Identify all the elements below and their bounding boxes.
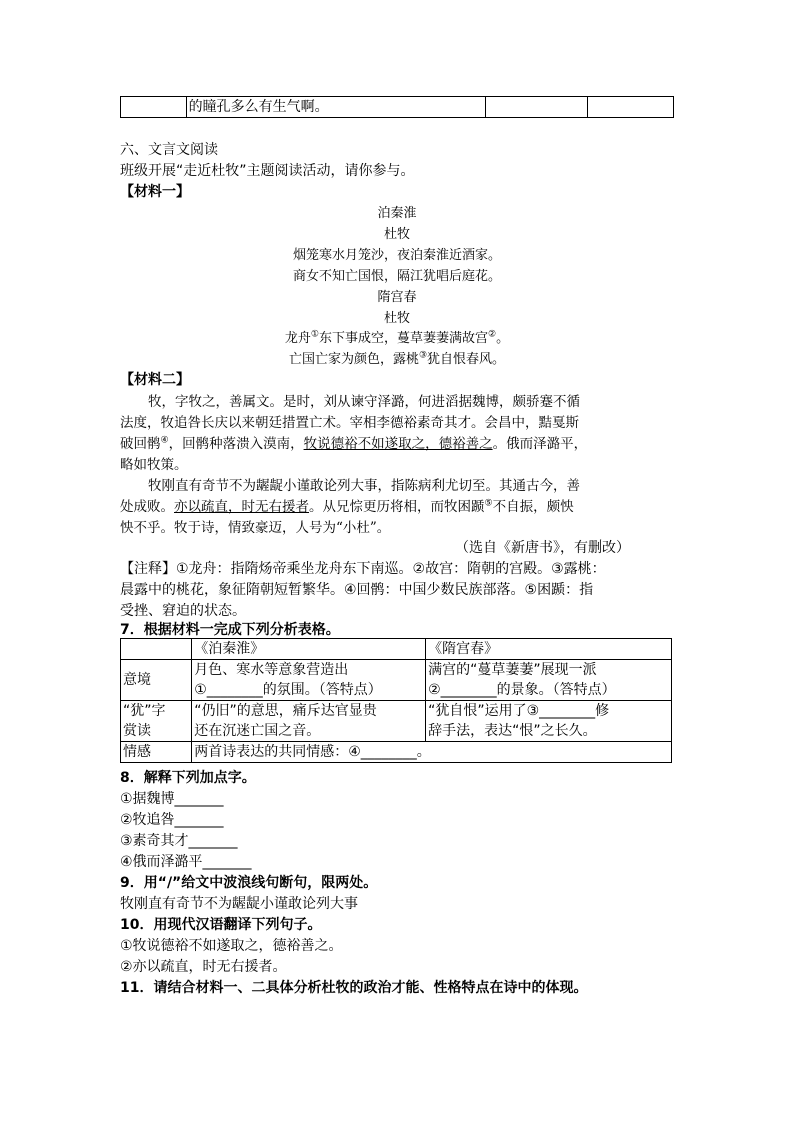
top-table-cell-text: 的瞳孔多么有生气啊。 bbox=[186, 97, 486, 118]
poem1-line1: 烟笼寒水月笼沙，夜泊秦淮近酒家。 bbox=[292, 248, 501, 263]
table-row bbox=[121, 639, 672, 660]
poem1-author: 杜牧 bbox=[383, 227, 410, 242]
material2-line: 牧刚直有奇节不为龌龊小谨敢论列大事，指陈病利尤切至。其通古今，善 bbox=[148, 478, 580, 494]
poem2-line2: 亡国亡家为颜色，露桃③犹自恨春风。 bbox=[288, 350, 506, 367]
q8-item[interactable]: ②牧追咎_______ bbox=[120, 812, 224, 828]
underlined-sentence-2: 亦以疏直，时无右援者 bbox=[174, 499, 309, 515]
answer-blank-3[interactable]: “犹自恨”运用了③________修 bbox=[428, 703, 610, 719]
answer-blank-1[interactable]: ①________的氛围。（答特点） bbox=[194, 682, 382, 698]
poem2-title: 隋宫春 bbox=[377, 290, 417, 305]
poem2-author: 杜牧 bbox=[383, 311, 410, 326]
q9-sentence: 牧刚直有奇节不为龌龊小谨敢论列大事 bbox=[120, 896, 358, 912]
q8-item[interactable]: ③素奇其才_______ bbox=[120, 833, 238, 849]
footnote-2: ② bbox=[488, 329, 497, 340]
source-citation: （选自《新唐书》，有删改） bbox=[455, 540, 630, 556]
table-cell: 月色、寒水等意象营造出 ①________的氛围。（答特点） bbox=[192, 660, 426, 701]
table-row bbox=[121, 742, 672, 763]
table-header-cell bbox=[121, 639, 192, 660]
poem2-line1: 龙舟①东下事成空，蔓草萋萋满故宫②。 bbox=[284, 329, 510, 346]
top-table-cell-empty bbox=[486, 97, 588, 118]
top-table-cell-empty bbox=[121, 97, 187, 118]
q8-item[interactable]: ①据魏博_______ bbox=[120, 791, 224, 807]
material2-line: 处成败。亦以疏直，时无右援者。从兄悰更历将相，而牧困踬⑤不自振，颇怏 bbox=[120, 498, 574, 515]
q7-title: 7．根据材料一完成下列分析表格。 bbox=[120, 622, 340, 638]
q9-title: 9．用“/”给文中波浪线句断句，限两处。 bbox=[120, 875, 378, 891]
section-title: 六、文言文阅读 bbox=[120, 142, 218, 158]
q10-item: ②亦以疏直，时无右援者。 bbox=[120, 959, 287, 975]
poem1-title: 泊秦淮 bbox=[377, 206, 417, 221]
table-header-cell: 《泊秦淮》 bbox=[192, 639, 426, 660]
answer-blank-4[interactable]: 两首诗表达的共同情感：④________。 bbox=[192, 742, 672, 763]
notes-line: 受挫、窘迫的状态。 bbox=[120, 603, 246, 619]
footnote-1: ① bbox=[310, 329, 319, 340]
material1-label: 【材料一】 bbox=[120, 184, 190, 200]
table-row bbox=[121, 660, 672, 701]
table-cell: 满宫的“蔓草萋萋”展现一派 ②________的景象。（答特点） bbox=[426, 660, 672, 701]
q10-item: ①牧说德裕不如遂取之，德裕善之。 bbox=[120, 938, 343, 954]
notes-line: 【注释】①龙舟：指隋炀帝乘坐龙舟东下南巡。②故宫：隋朝的宫殿。③露桃： bbox=[120, 561, 606, 577]
table-cell: “仍旧”的意思，痛斥达官显贵 还在沉迷亡国之音。 bbox=[192, 701, 426, 742]
material2-label: 【材料二】 bbox=[120, 372, 190, 388]
row-label: 情感 bbox=[121, 742, 192, 763]
underlined-sentence-1: 牧说德裕不如遂取之，德裕善之 bbox=[303, 436, 493, 452]
q7-analysis-table bbox=[120, 638, 672, 763]
top-table-fragment bbox=[120, 96, 674, 118]
row-label: “犹”字 赏读 bbox=[121, 701, 192, 742]
material2-line: 怏不乎。牧于诗，情致豪迈，人号为“小杜”。 bbox=[120, 520, 391, 536]
table-row bbox=[121, 701, 672, 742]
q8-item[interactable]: ④俄而泽潞平_______ bbox=[120, 854, 252, 870]
notes-line: 晨露中的桃花，象征隋朝短暂繁华。④回鹘：中国少数民族部落。⑤困踬：指 bbox=[120, 582, 594, 598]
material2-line: 牧，字牧之，善属文。是时，刘从谏守泽潞，何进滔据魏博，颇骄蹇不循 bbox=[148, 394, 580, 410]
q8-title: 8．解释下列加点字。 bbox=[120, 770, 256, 786]
material2-line: 破回鹘④，回鹘种落溃入漠南，牧说德裕不如遂取之，德裕善之。俄而泽潞平， bbox=[120, 435, 588, 452]
table-header-cell: 《隋宫春》 bbox=[426, 639, 672, 660]
table-cell: “犹自恨”运用了③________修 辞手法，表达“恨”之长久。 bbox=[426, 701, 672, 742]
material2-line: 略如牧策。 bbox=[120, 457, 188, 473]
q11-title: 11．请结合材料一、二具体分析杜牧的政治才能、性格特点在诗中的体现。 bbox=[120, 980, 588, 996]
intro-text: 班级开展“走近杜牧”主题阅读活动，请你参与。 bbox=[120, 163, 415, 179]
footnote-3: ③ bbox=[418, 350, 428, 361]
row-label: 意境 bbox=[121, 660, 192, 701]
material2-line: 法度，牧追咎长庆以来朝廷措置亡术。宰相李德裕素奇其才。会昌中，黠戛斯 bbox=[120, 415, 579, 431]
q10-title: 10．用现代汉语翻译下列句子。 bbox=[120, 917, 322, 933]
poem1-line2: 商女不知亡国恨，隔江犹唱后庭花。 bbox=[292, 269, 501, 284]
answer-blank-2[interactable]: ②________的景象。（答特点） bbox=[428, 682, 616, 698]
top-table-cell-empty bbox=[588, 97, 674, 118]
